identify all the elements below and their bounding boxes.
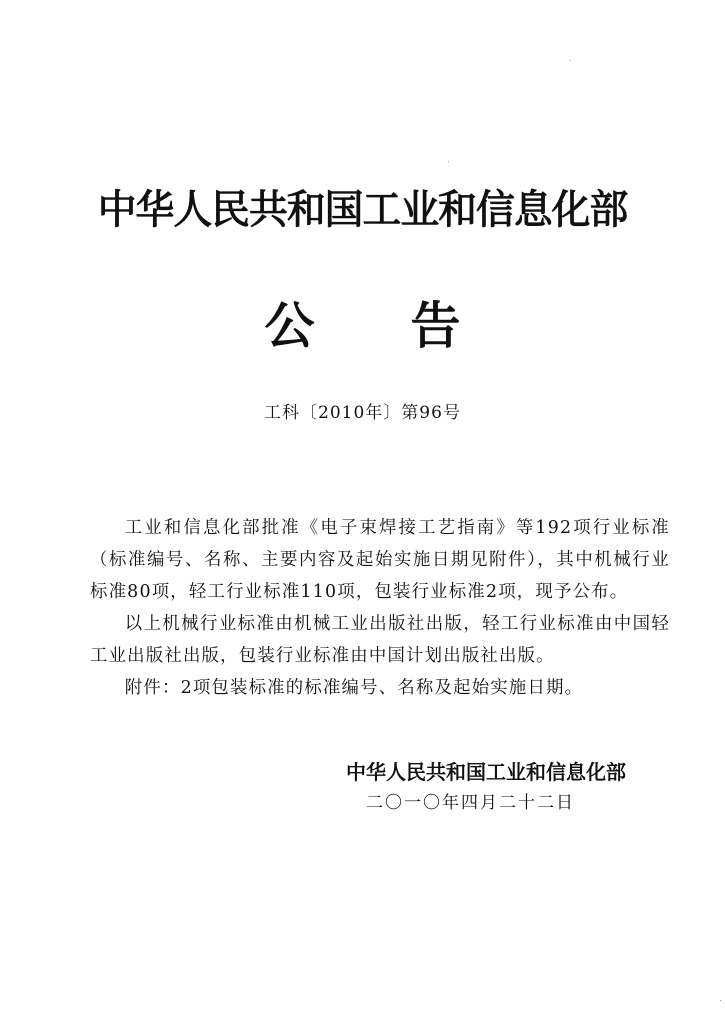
- notice-title: [0, 286, 725, 358]
- issuer-signature: 中华人民共和国工业和信息化部: [346, 760, 626, 784]
- scan-speck: [720, 1000, 721, 1001]
- document-number: 工科〔2010年〕第96号: [264, 403, 461, 423]
- notice-body: [90, 512, 670, 704]
- scan-speck: [570, 60, 571, 61]
- body-paragraph-2: 以上机械行业标准由机械工业出版社出版，轻工行业标准由中国轻工业出版社出版，包装行业标准由中国计划出版社出版。: [90, 614, 670, 666]
- scan-speck: [448, 161, 449, 162]
- issue-date: 二〇一〇年四月二十二日: [366, 793, 575, 813]
- notice-title-char-1: 公: [264, 297, 315, 355]
- notice-title-char-2: 告: [410, 297, 461, 355]
- ministry-title: 中华人民共和国工业和信息化部: [97, 187, 628, 233]
- body-paragraph-3: 附件：2项包装标准的标准编号、名称及起始实施日期。: [124, 678, 584, 698]
- body-paragraph-1: 工业和信息化部批准《电子束焊接工艺指南》等192项行业标准（标准编号、名称、主要内容及起始实施日期见附件），其中机械行业标准80项，轻工行业标准110项，包装行业标准2项，现予公布。: [90, 518, 670, 602]
